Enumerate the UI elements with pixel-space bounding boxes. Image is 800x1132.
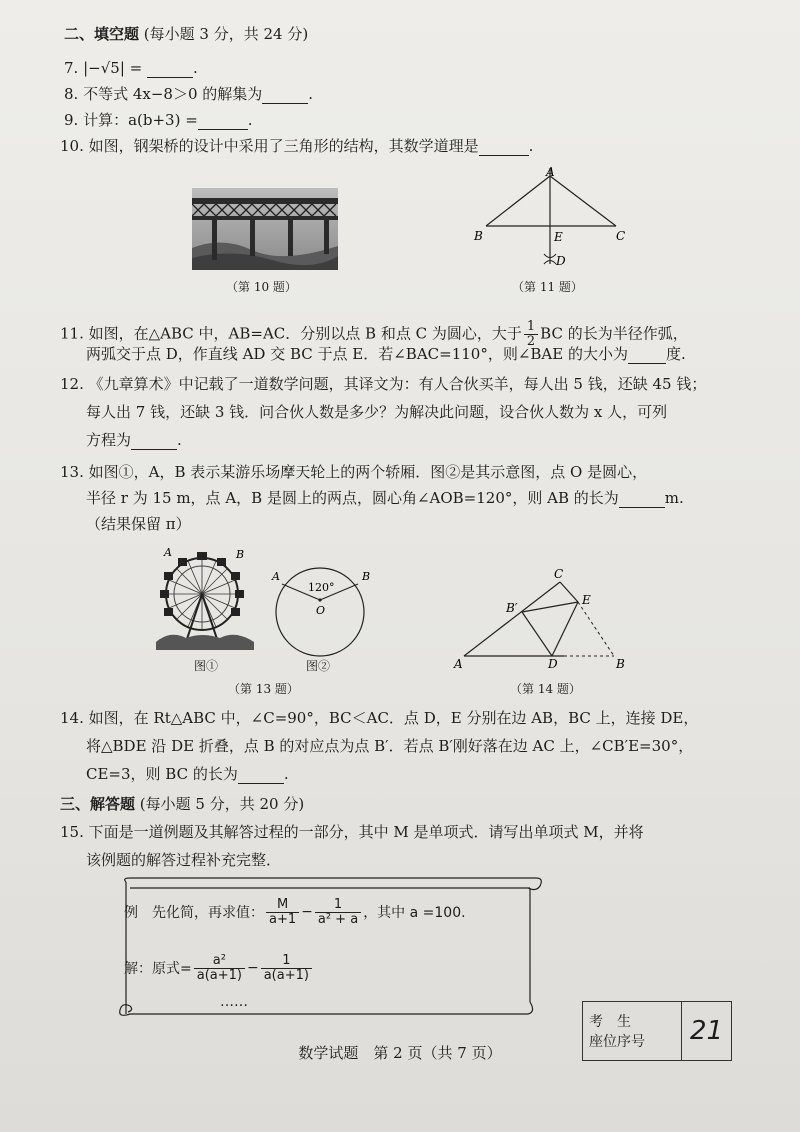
- fraction-s1: [194, 954, 245, 983]
- question-text: BC 的长为半径作弧，: [540, 324, 688, 343]
- label-d: D: [548, 657, 558, 670]
- answer-blank[interactable]: [147, 61, 193, 78]
- question-12-line2: 每人出 7 钱，还缺 3 钱．问合伙人数是多少？为解决此问题，设合伙人数为 x 人，可列: [86, 403, 668, 421]
- question-number: 13.: [60, 463, 84, 481]
- answer-blank[interactable]: [619, 491, 665, 508]
- question-13-line3: （结果保留 π）: [86, 515, 191, 533]
- question-15-line2: 该例题的解答过程补充完整．: [86, 851, 282, 869]
- circle-diagram: [268, 560, 378, 660]
- ellipsis: ……: [220, 994, 248, 1010]
- question-text: 半径 r 为 15 m，点 A，B 是圆上的两点，圆心角∠AOB=120°，则 AB 的长为: [86, 489, 619, 507]
- bridge-photo: [192, 188, 338, 270]
- figure-11-caption: （第 11 题）: [512, 280, 583, 294]
- punct: .: [283, 765, 289, 783]
- punct: .: [177, 431, 182, 449]
- question-14: [60, 708, 698, 728]
- label-e: E: [554, 230, 563, 244]
- label-c: C: [554, 567, 564, 581]
- denominator: a(a+1): [263, 967, 309, 983]
- answer-blank[interactable]: [131, 433, 177, 450]
- question-number: 9.: [64, 111, 79, 129]
- numerator: M: [266, 898, 299, 913]
- figure-11: [470, 164, 640, 276]
- figure-10-caption: （第 10 题）: [226, 280, 297, 294]
- label-b: B: [362, 570, 371, 583]
- question-text: 下面是一道例题及其解答过程的一部分，其中 M 是单项式．请写出单项式 M，并将: [88, 823, 644, 841]
- question-number: 11.: [60, 324, 84, 343]
- question-12-line3: [86, 430, 182, 450]
- question-number: 14.: [60, 709, 84, 727]
- answer-blank[interactable]: [479, 139, 529, 156]
- question-text: 如图，在△ABC 中，AB=AC．分别以点 B 和点 C 为圆心，大于: [88, 324, 522, 343]
- question-10: [60, 136, 533, 156]
- section-title: 三、解答题: [60, 795, 136, 813]
- denominator: a² + a: [317, 911, 359, 927]
- unit-text: m.: [664, 489, 684, 507]
- label-a: A: [164, 546, 172, 559]
- segment-ab: [486, 176, 550, 226]
- question-13-line2: [86, 488, 684, 508]
- punct: .: [247, 111, 253, 129]
- question-8: [64, 84, 313, 104]
- question-text: 如图，在 Rt△ABC 中，∠C=90°，BC＜AC．点 D，E 分别在边 AB，BC 上，连接 DE，: [88, 709, 699, 727]
- denominator: a(a+1): [196, 967, 242, 983]
- example-line: [124, 888, 538, 936]
- question-number: 8.: [64, 85, 79, 103]
- minus-sign: −: [246, 960, 259, 976]
- label-o: O: [316, 604, 326, 617]
- label-a: A: [454, 657, 463, 670]
- question-text: 《九章算术》中记载了一道数学问题，其译文为：有人合伙买羊，每人出 5 钱，还缺 45 钱；: [88, 375, 707, 393]
- question-15: [60, 822, 644, 842]
- minus-sign: −: [301, 904, 313, 920]
- ferris-wheel-image: [150, 546, 260, 656]
- seat-label-line1: 考 生: [589, 1014, 631, 1030]
- angle-label: 120°: [308, 581, 335, 594]
- solution-line: [124, 942, 538, 994]
- denominator: 2: [526, 334, 536, 349]
- section-note: (每小题 5 分，共 20 分): [139, 795, 305, 813]
- label-c: C: [616, 229, 626, 243]
- label-e: E: [582, 593, 591, 607]
- segment-ac: [550, 176, 616, 226]
- question-number: 10.: [60, 137, 84, 155]
- answer-blank[interactable]: [262, 87, 308, 104]
- question-text: 两弧交于点 D，作直线 AD 交 BC 于点 E．若∠BAC=110°，则∠BAE 的大小为: [86, 345, 628, 363]
- label-b-prime: B′: [506, 601, 518, 615]
- section-note: (每小题 3 分，共 24 分): [143, 25, 309, 43]
- question-number: 12.: [60, 375, 84, 393]
- question-13: [60, 462, 647, 482]
- section-heading: [60, 794, 304, 814]
- solution-label: 解：原式=: [124, 961, 192, 977]
- figure-13-sub1: 图①: [194, 659, 219, 673]
- label-a: A: [272, 570, 280, 583]
- question-text: |−√5| =: [83, 59, 143, 77]
- seat-number-value[interactable]: 21: [689, 1016, 724, 1046]
- question-number: 7.: [64, 59, 79, 77]
- example-label: 例 先化简，再求值：: [124, 905, 264, 921]
- fraction-1: [315, 898, 361, 927]
- fraction-s2: [261, 954, 312, 983]
- denominator: a+1: [269, 911, 297, 927]
- punct: .: [193, 59, 198, 77]
- seat-label-line2: 座位序号: [589, 1034, 645, 1050]
- label-b: B: [474, 229, 483, 243]
- condition-text: ，其中 a =100.: [363, 905, 466, 921]
- unit-text: 度.: [665, 345, 686, 363]
- section-title: 二、填空题: [64, 25, 140, 43]
- question-number: 15.: [60, 823, 84, 841]
- question-text: 如图，钢架桥的设计中采用了三角形的结构，其数学道理是: [88, 137, 479, 155]
- page-footer: 数学试题 第 2 页（共 7 页）: [298, 1044, 502, 1062]
- answer-blank[interactable]: [628, 347, 666, 364]
- question-7: [64, 58, 198, 78]
- question-text: 不等式 4x−8＞0 的解集为: [83, 85, 263, 103]
- question-9: [64, 110, 253, 130]
- numerator: 1: [261, 954, 312, 969]
- numerator: a²: [194, 954, 245, 969]
- section-heading: [64, 24, 308, 44]
- question-text: 计算：a(b+3) =: [83, 111, 198, 129]
- question-text: 方程为: [86, 431, 132, 449]
- answer-blank[interactable]: [238, 767, 284, 784]
- label-d: D: [556, 254, 566, 268]
- label-a: A: [546, 165, 555, 179]
- fraction-m: [266, 898, 299, 927]
- question-14-line2: 将△BDE 沿 DE 折叠，点 B 的对应点为点 B′．若点 B′刚好落在边 AC 上，∠CB′E=30°，: [86, 737, 694, 755]
- punct: .: [308, 85, 314, 103]
- question-11-line2: [86, 344, 686, 364]
- punct: .: [528, 137, 534, 155]
- numerator: 1: [524, 320, 538, 335]
- label-b: B: [236, 548, 245, 561]
- figure-14: [450, 562, 640, 670]
- example-content: [124, 888, 538, 1010]
- question-14-line3: [86, 764, 289, 784]
- question-text: 如图①，A，B 表示某游乐场摩天轮上的两个轿厢．图②是其示意图，点 O 是圆心，: [88, 463, 648, 481]
- label-b: B: [616, 657, 625, 670]
- question-text: CE=3，则 BC 的长为: [86, 765, 238, 783]
- answer-blank[interactable]: [198, 113, 248, 130]
- figure-13-caption: （第 13 题）: [228, 682, 299, 696]
- figure-13-sub2: 图②: [306, 659, 331, 673]
- numerator: 1: [315, 898, 361, 913]
- question-12: [60, 374, 706, 394]
- figure-14-caption: （第 14 题）: [510, 682, 581, 696]
